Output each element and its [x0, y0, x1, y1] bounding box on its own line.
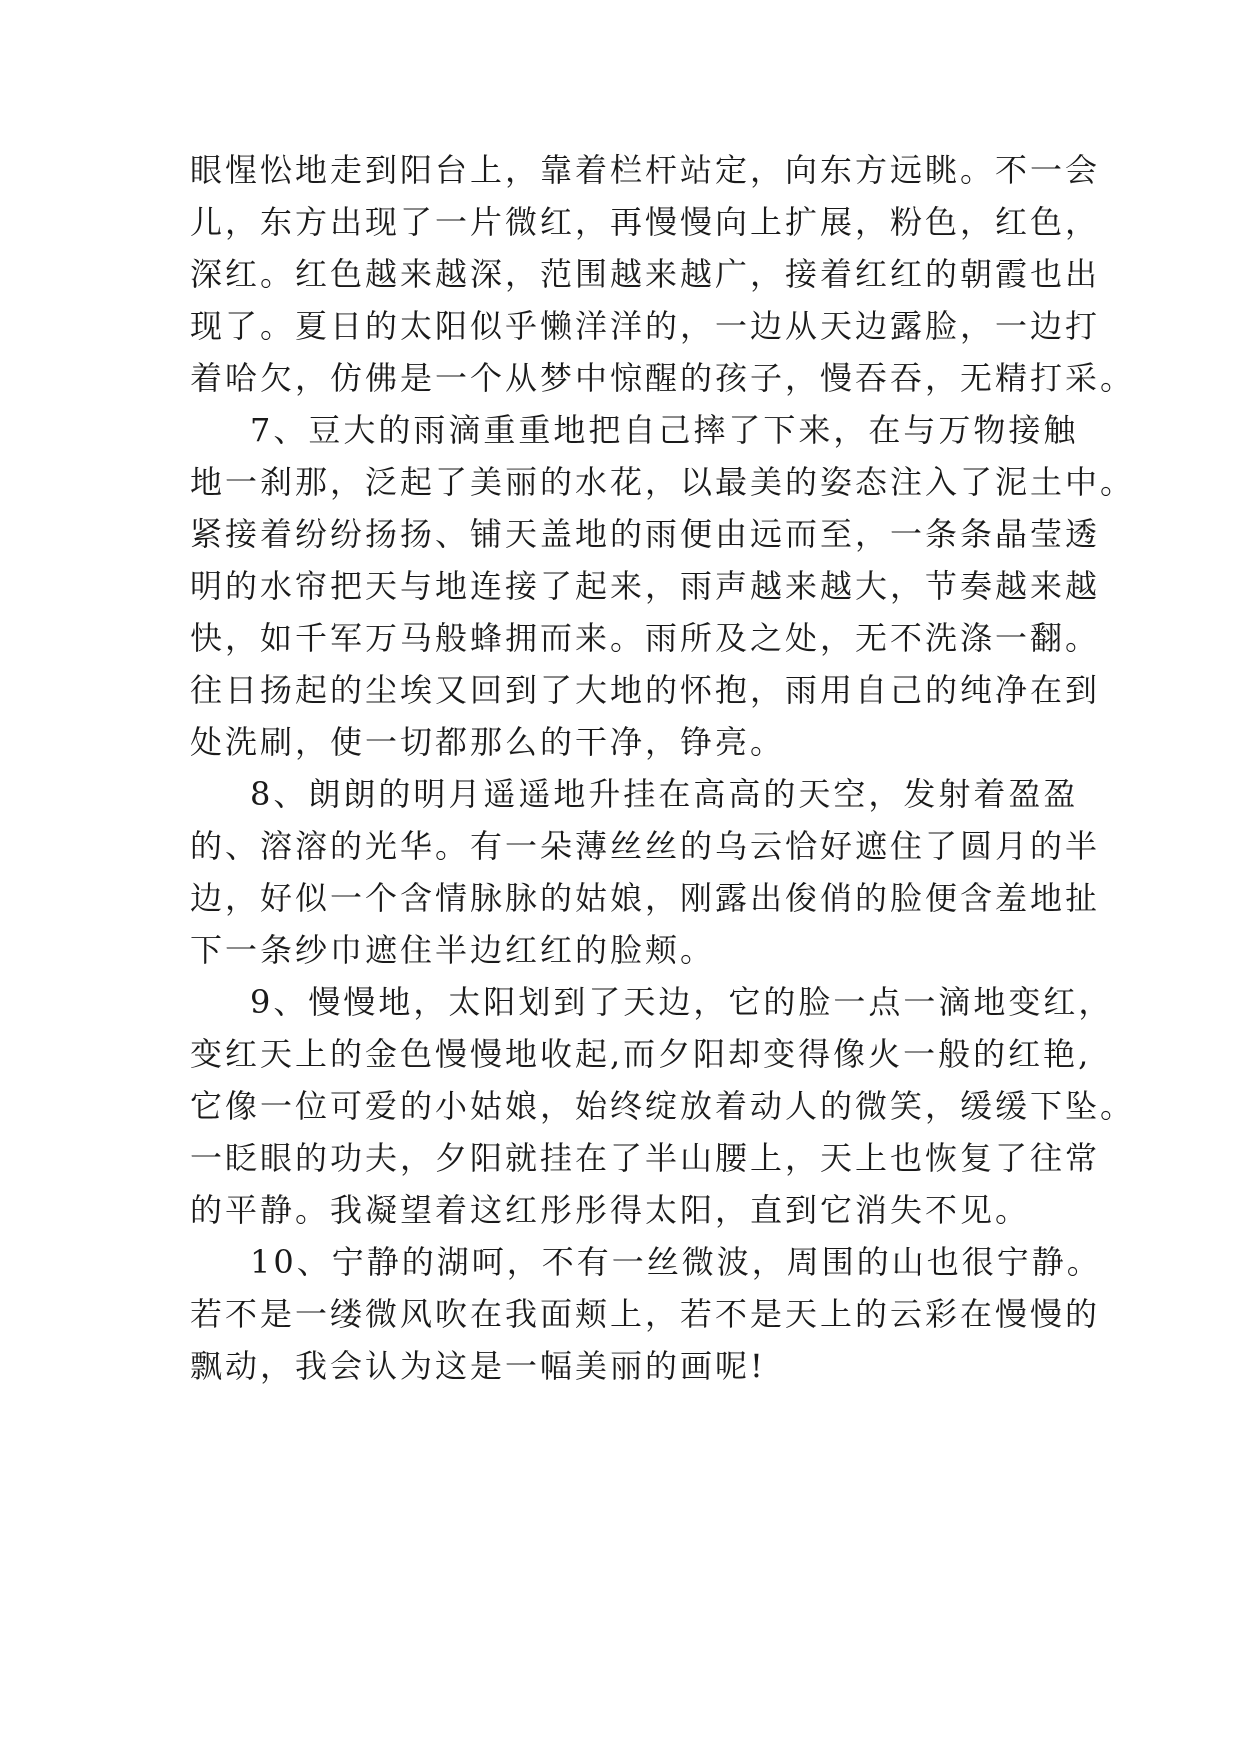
text-line: 的平静。我凝望着这红彤彤得太阳，直到它消失不见。: [190, 1191, 1031, 1229]
text-line: 着哈欠，仿佛是一个从梦中惊醒的孩子，慢吞吞，无精打采。: [190, 359, 1136, 397]
text-line: 它像一位可爱的小姑娘，始终绽放着动人的微笑，缓缓下坠。: [190, 1087, 1136, 1125]
text-line: 现了。夏日的太阳似乎懒洋洋的，一边从天边露脸，一边打: [190, 307, 1101, 345]
text-line: 深红。红色越来越深，范围越来越广，接着红红的朝霞也出: [190, 255, 1101, 293]
text-line: 往日扬起的尘埃又回到了大地的怀抱，雨用自己的纯净在到: [190, 671, 1101, 709]
text-line: 处洗刷，使一切都那么的干净，铮亮。: [190, 723, 786, 761]
paragraph-8-first-line: 8、朗朗的明月遥遥地升挂在高高的天空，发射着盈盈: [250, 775, 1079, 813]
text-line: 一眨眼的功夫，夕阳就挂在了半山腰上，天上也恢复了往常: [190, 1139, 1101, 1177]
text-line: 下一条纱巾遮住半边红红的脸颊。: [190, 931, 716, 969]
text-line: 儿，东方出现了一片微红，再慢慢向上扩展，粉色，红色，: [190, 203, 1101, 241]
text-line: 紧接着纷纷扬扬、铺天盖地的雨便由远而至，一条条晶莹透: [190, 515, 1101, 553]
text-line: 若不是一缕微风吹在我面颊上，若不是天上的云彩在慢慢的: [190, 1295, 1101, 1333]
paragraph-9-first-line: 9、慢慢地，太阳划到了天边，它的脸一点一滴地变红，: [250, 983, 1114, 1021]
paragraph-7-first-line: 7、豆大的雨滴重重地把自己摔了下来，在与万物接触: [250, 411, 1079, 449]
text-line: 边，好似一个含情脉脉的姑娘，刚露出俊俏的脸便含羞地扯: [190, 879, 1101, 917]
text-line: 变红天上的金色慢慢地收起,而夕阳却变得像火一般的红艳,: [190, 1035, 1092, 1073]
text-line: 明的水帘把天与地连接了起来，雨声越来越大，节奏越来越: [190, 567, 1101, 605]
text-line: 的、溶溶的光华。有一朵薄丝丝的乌云恰好遮住了圆月的半: [190, 827, 1101, 865]
paragraph-10-first-line: 10、宁静的湖呵，不有一丝微波，周围的山也很宁静。: [250, 1243, 1102, 1281]
text-line: 飘动，我会认为这是一幅美丽的画呢!: [190, 1347, 766, 1385]
text-line: 眼惺忪地走到阳台上，靠着栏杆站定，向东方远眺。不一会: [190, 151, 1101, 189]
text-line: 快，如千军万马般蜂拥而来。雨所及之处，无不洗涤一翻。: [190, 619, 1101, 657]
text-line: 地一刹那，泛起了美丽的水花，以最美的姿态注入了泥土中。: [190, 463, 1136, 501]
